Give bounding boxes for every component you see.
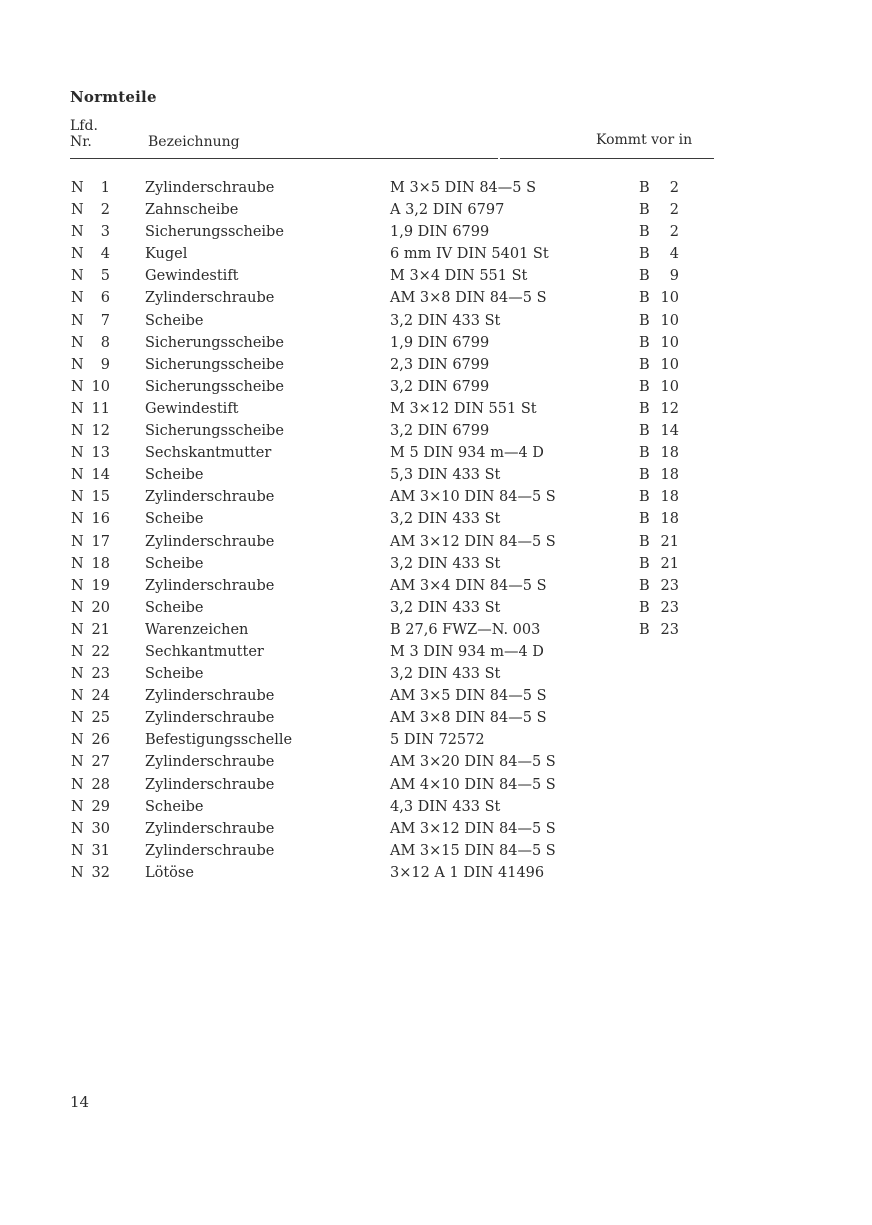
- ref-prefix: B: [639, 599, 650, 616]
- ref-prefix: B: [639, 202, 650, 219]
- part-name: Scheibe: [145, 666, 204, 683]
- part-spec: 1,9 DIN 6799: [390, 334, 490, 351]
- ref-number: 2: [669, 202, 679, 219]
- table-row: [0, 290, 872, 312]
- table-row: [0, 423, 872, 445]
- part-spec: AM 3×20 DIN 84—5 S: [390, 754, 556, 771]
- row-number: 9: [100, 356, 110, 373]
- table-row: [0, 489, 872, 511]
- row-prefix: N: [71, 202, 84, 219]
- part-name: Sicherungsscheibe: [145, 378, 284, 395]
- table-row: [0, 688, 872, 710]
- row-number: 17: [91, 533, 110, 550]
- part-name: Gewindestift: [145, 400, 239, 417]
- ref-prefix: B: [639, 621, 650, 638]
- row-prefix: N: [71, 378, 84, 395]
- table-row: [0, 821, 872, 843]
- ref-number: 2: [669, 180, 679, 196]
- row-number: 11: [91, 400, 110, 417]
- row-prefix: N: [71, 864, 84, 881]
- part-spec: AM 3×8 DIN 84—5 S: [390, 710, 547, 727]
- table-row: [0, 511, 872, 533]
- row-number: 8: [100, 334, 110, 351]
- table-row: [0, 445, 872, 467]
- row-prefix: N: [71, 688, 84, 705]
- ref-prefix: B: [639, 180, 650, 196]
- row-number: 26: [91, 732, 110, 749]
- row-number: 4: [100, 246, 110, 263]
- part-name: Scheibe: [145, 312, 204, 329]
- part-spec: A 3,2 DIN 6797: [390, 202, 505, 219]
- ref-prefix: B: [639, 467, 650, 484]
- row-number: 16: [91, 511, 110, 528]
- table-row: [0, 268, 872, 290]
- part-name: Sechskantmutter: [145, 445, 272, 462]
- part-spec: 3,2 DIN 6799: [390, 423, 490, 440]
- section-title: Normteile: [70, 88, 157, 106]
- row-number: 29: [91, 798, 110, 815]
- ref-prefix: B: [639, 511, 650, 528]
- table-row: [0, 600, 872, 622]
- table-row: [0, 865, 872, 887]
- part-spec: 6 mm IV DIN 5401 St: [390, 246, 549, 263]
- row-number: 21: [91, 621, 110, 638]
- row-number: 24: [91, 688, 110, 705]
- row-number: 18: [91, 555, 110, 572]
- part-spec: 3,2 DIN 433 St: [390, 599, 501, 616]
- table-row: [0, 467, 872, 489]
- parts-table: [0, 180, 872, 887]
- row-prefix: N: [71, 842, 84, 859]
- part-name: Zylinderschraube: [145, 688, 275, 705]
- table-row: [0, 843, 872, 865]
- row-prefix: N: [71, 400, 84, 417]
- row-prefix: N: [71, 224, 84, 241]
- part-spec: 4,3 DIN 433 St: [390, 798, 501, 815]
- part-spec: 3,2 DIN 433 St: [390, 312, 501, 329]
- row-number: 6: [100, 290, 110, 307]
- ref-number: 23: [660, 621, 679, 638]
- part-spec: 1,9 DIN 6799: [390, 224, 490, 241]
- part-name: Scheibe: [145, 798, 204, 815]
- part-spec: M 3×5 DIN 84—5 S: [390, 180, 537, 196]
- column-header-bezeichnung: Bezeichnung: [148, 134, 240, 150]
- row-prefix: N: [71, 599, 84, 616]
- row-prefix: N: [71, 467, 84, 484]
- part-spec: AM 3×12 DIN 84—5 S: [390, 533, 556, 550]
- column-header-nr: Nr.: [70, 134, 92, 150]
- part-spec: AM 3×12 DIN 84—5 S: [390, 820, 556, 837]
- table-row: [0, 777, 872, 799]
- part-spec: AM 3×10 DIN 84—5 S: [390, 489, 556, 506]
- row-number: 1: [100, 180, 110, 196]
- table-row: [0, 401, 872, 423]
- table-row: [0, 202, 872, 224]
- ref-number: 10: [660, 312, 679, 329]
- part-spec: M 3 DIN 934 m—4 D: [390, 643, 544, 660]
- ref-prefix: B: [639, 489, 650, 506]
- row-prefix: N: [71, 820, 84, 837]
- row-prefix: N: [71, 334, 84, 351]
- ref-prefix: B: [639, 445, 650, 462]
- part-spec: AM 3×15 DIN 84—5 S: [390, 842, 556, 859]
- ref-prefix: B: [639, 577, 650, 594]
- part-spec: AM 3×8 DIN 84—5 S: [390, 290, 547, 307]
- ref-prefix: B: [639, 224, 650, 241]
- ref-number: 10: [660, 334, 679, 351]
- row-number: 22: [91, 643, 110, 660]
- row-prefix: N: [71, 754, 84, 771]
- part-name: Zylinderschraube: [145, 533, 275, 550]
- ref-prefix: B: [639, 423, 650, 440]
- part-name: Sechkantmutter: [145, 643, 264, 660]
- row-number: 5: [100, 268, 110, 285]
- ref-number: 9: [669, 268, 679, 285]
- row-prefix: N: [71, 776, 84, 793]
- row-prefix: N: [71, 423, 84, 440]
- table-row: [0, 246, 872, 268]
- part-name: Zylinderschraube: [145, 710, 275, 727]
- part-spec: 3×12 A 1 DIN 41496: [390, 864, 545, 881]
- part-name: Scheibe: [145, 511, 204, 528]
- table-row: [0, 666, 872, 688]
- row-prefix: N: [71, 710, 84, 727]
- row-number: 15: [91, 489, 110, 506]
- row-prefix: N: [71, 577, 84, 594]
- ref-prefix: B: [639, 356, 650, 373]
- row-number: 20: [91, 599, 110, 616]
- row-number: 12: [91, 423, 110, 440]
- row-prefix: N: [71, 643, 84, 660]
- column-header-kommt-vor-in: Kommt vor in: [596, 132, 693, 148]
- ref-number: 18: [660, 489, 679, 506]
- row-prefix: N: [71, 290, 84, 307]
- row-number: 27: [91, 754, 110, 771]
- ref-number: 2: [669, 224, 679, 241]
- ref-prefix: B: [639, 246, 650, 263]
- part-name: Zylinderschraube: [145, 820, 275, 837]
- ref-prefix: B: [639, 555, 650, 572]
- row-number: 25: [91, 710, 110, 727]
- part-name: Kugel: [145, 246, 188, 263]
- part-name: Zahnscheibe: [145, 202, 239, 219]
- row-number: 23: [91, 666, 110, 683]
- table-row: [0, 556, 872, 578]
- part-spec: 3,2 DIN 433 St: [390, 666, 501, 683]
- table-row: [0, 534, 872, 556]
- ref-number: 10: [660, 356, 679, 373]
- row-prefix: N: [71, 533, 84, 550]
- ref-number: 23: [660, 577, 679, 594]
- column-header-lfd: Lfd.: [70, 118, 98, 134]
- part-name: Sicherungsscheibe: [145, 356, 284, 373]
- row-prefix: N: [71, 312, 84, 329]
- table-row: [0, 379, 872, 401]
- ref-prefix: B: [639, 268, 650, 285]
- part-name: Warenzeichen: [145, 621, 249, 638]
- row-prefix: N: [71, 798, 84, 815]
- part-name: Scheibe: [145, 467, 204, 484]
- part-name: Scheibe: [145, 599, 204, 616]
- page-number: 14: [70, 1093, 90, 1111]
- ref-number: 18: [660, 511, 679, 528]
- table-row: [0, 357, 872, 379]
- ref-prefix: B: [639, 312, 650, 329]
- ref-prefix: B: [639, 533, 650, 550]
- table-row: [0, 224, 872, 246]
- row-prefix: N: [71, 180, 84, 196]
- part-name: Sicherungsscheibe: [145, 423, 284, 440]
- table-row: [0, 644, 872, 666]
- part-name: Zylinderschraube: [145, 180, 275, 196]
- row-prefix: N: [71, 246, 84, 263]
- row-number: 28: [91, 776, 110, 793]
- table-row: [0, 732, 872, 754]
- part-name: Zylinderschraube: [145, 290, 275, 307]
- table-row: [0, 799, 872, 821]
- row-prefix: N: [71, 489, 84, 506]
- ref-prefix: B: [639, 290, 650, 307]
- row-number: 3: [100, 224, 110, 241]
- table-row: [0, 754, 872, 776]
- row-number: 14: [91, 467, 110, 484]
- part-name: Zylinderschraube: [145, 842, 275, 859]
- part-name: Zylinderschraube: [145, 577, 275, 594]
- row-prefix: N: [71, 511, 84, 528]
- part-spec: 5 DIN 72572: [390, 732, 485, 749]
- table-row: [0, 710, 872, 732]
- row-prefix: N: [71, 555, 84, 572]
- ref-number: 12: [660, 400, 679, 417]
- ref-prefix: B: [639, 400, 650, 417]
- row-prefix: N: [71, 666, 84, 683]
- ref-number: 4: [669, 246, 679, 263]
- ref-number: 18: [660, 445, 679, 462]
- table-row: [0, 335, 872, 357]
- part-spec: B 27,6 FWZ—N. 003: [390, 621, 541, 638]
- header-rule: [70, 158, 498, 159]
- row-prefix: N: [71, 445, 84, 462]
- part-spec: AM 3×4 DIN 84—5 S: [390, 577, 547, 594]
- row-prefix: N: [71, 356, 84, 373]
- ref-number: 21: [660, 533, 679, 550]
- table-row: [0, 313, 872, 335]
- ref-number: 10: [660, 378, 679, 395]
- part-name: Sicherungsscheibe: [145, 224, 284, 241]
- table-row: [0, 180, 872, 202]
- part-name: Gewindestift: [145, 268, 239, 285]
- row-prefix: N: [71, 621, 84, 638]
- part-spec: AM 3×5 DIN 84—5 S: [390, 688, 547, 705]
- part-name: Zylinderschraube: [145, 754, 275, 771]
- row-prefix: N: [71, 732, 84, 749]
- part-spec: 3,2 DIN 433 St: [390, 555, 501, 572]
- row-number: 31: [91, 842, 110, 859]
- part-spec: 5,3 DIN 433 St: [390, 467, 501, 484]
- row-number: 10: [91, 378, 110, 395]
- row-number: 7: [100, 312, 110, 329]
- row-number: 32: [91, 864, 110, 881]
- ref-number: 10: [660, 290, 679, 307]
- ref-prefix: B: [639, 334, 650, 351]
- part-name: Scheibe: [145, 555, 204, 572]
- part-name: Befestigungsschelle: [145, 732, 293, 749]
- part-spec: M 3×12 DIN 551 St: [390, 400, 537, 417]
- part-name: Zylinderschraube: [145, 489, 275, 506]
- ref-number: 14: [660, 423, 679, 440]
- ref-number: 21: [660, 555, 679, 572]
- row-number: 30: [91, 820, 110, 837]
- part-spec: 3,2 DIN 6799: [390, 378, 490, 395]
- row-number: 2: [100, 202, 110, 219]
- ref-number: 23: [660, 599, 679, 616]
- row-number: 13: [91, 445, 110, 462]
- part-spec: 2,3 DIN 6799: [390, 356, 490, 373]
- part-spec: 3,2 DIN 433 St: [390, 511, 501, 528]
- header-rule: [500, 158, 714, 159]
- part-spec: M 5 DIN 934 m—4 D: [390, 445, 544, 462]
- row-number: 19: [91, 577, 110, 594]
- part-spec: AM 4×10 DIN 84—5 S: [390, 776, 556, 793]
- table-row: [0, 622, 872, 644]
- row-prefix: N: [71, 268, 84, 285]
- part-spec: M 3×4 DIN 551 St: [390, 268, 528, 285]
- part-name: Lötöse: [145, 864, 194, 881]
- part-name: Sicherungsscheibe: [145, 334, 284, 351]
- ref-prefix: B: [639, 378, 650, 395]
- part-name: Zylinderschraube: [145, 776, 275, 793]
- table-row: [0, 578, 872, 600]
- ref-number: 18: [660, 467, 679, 484]
